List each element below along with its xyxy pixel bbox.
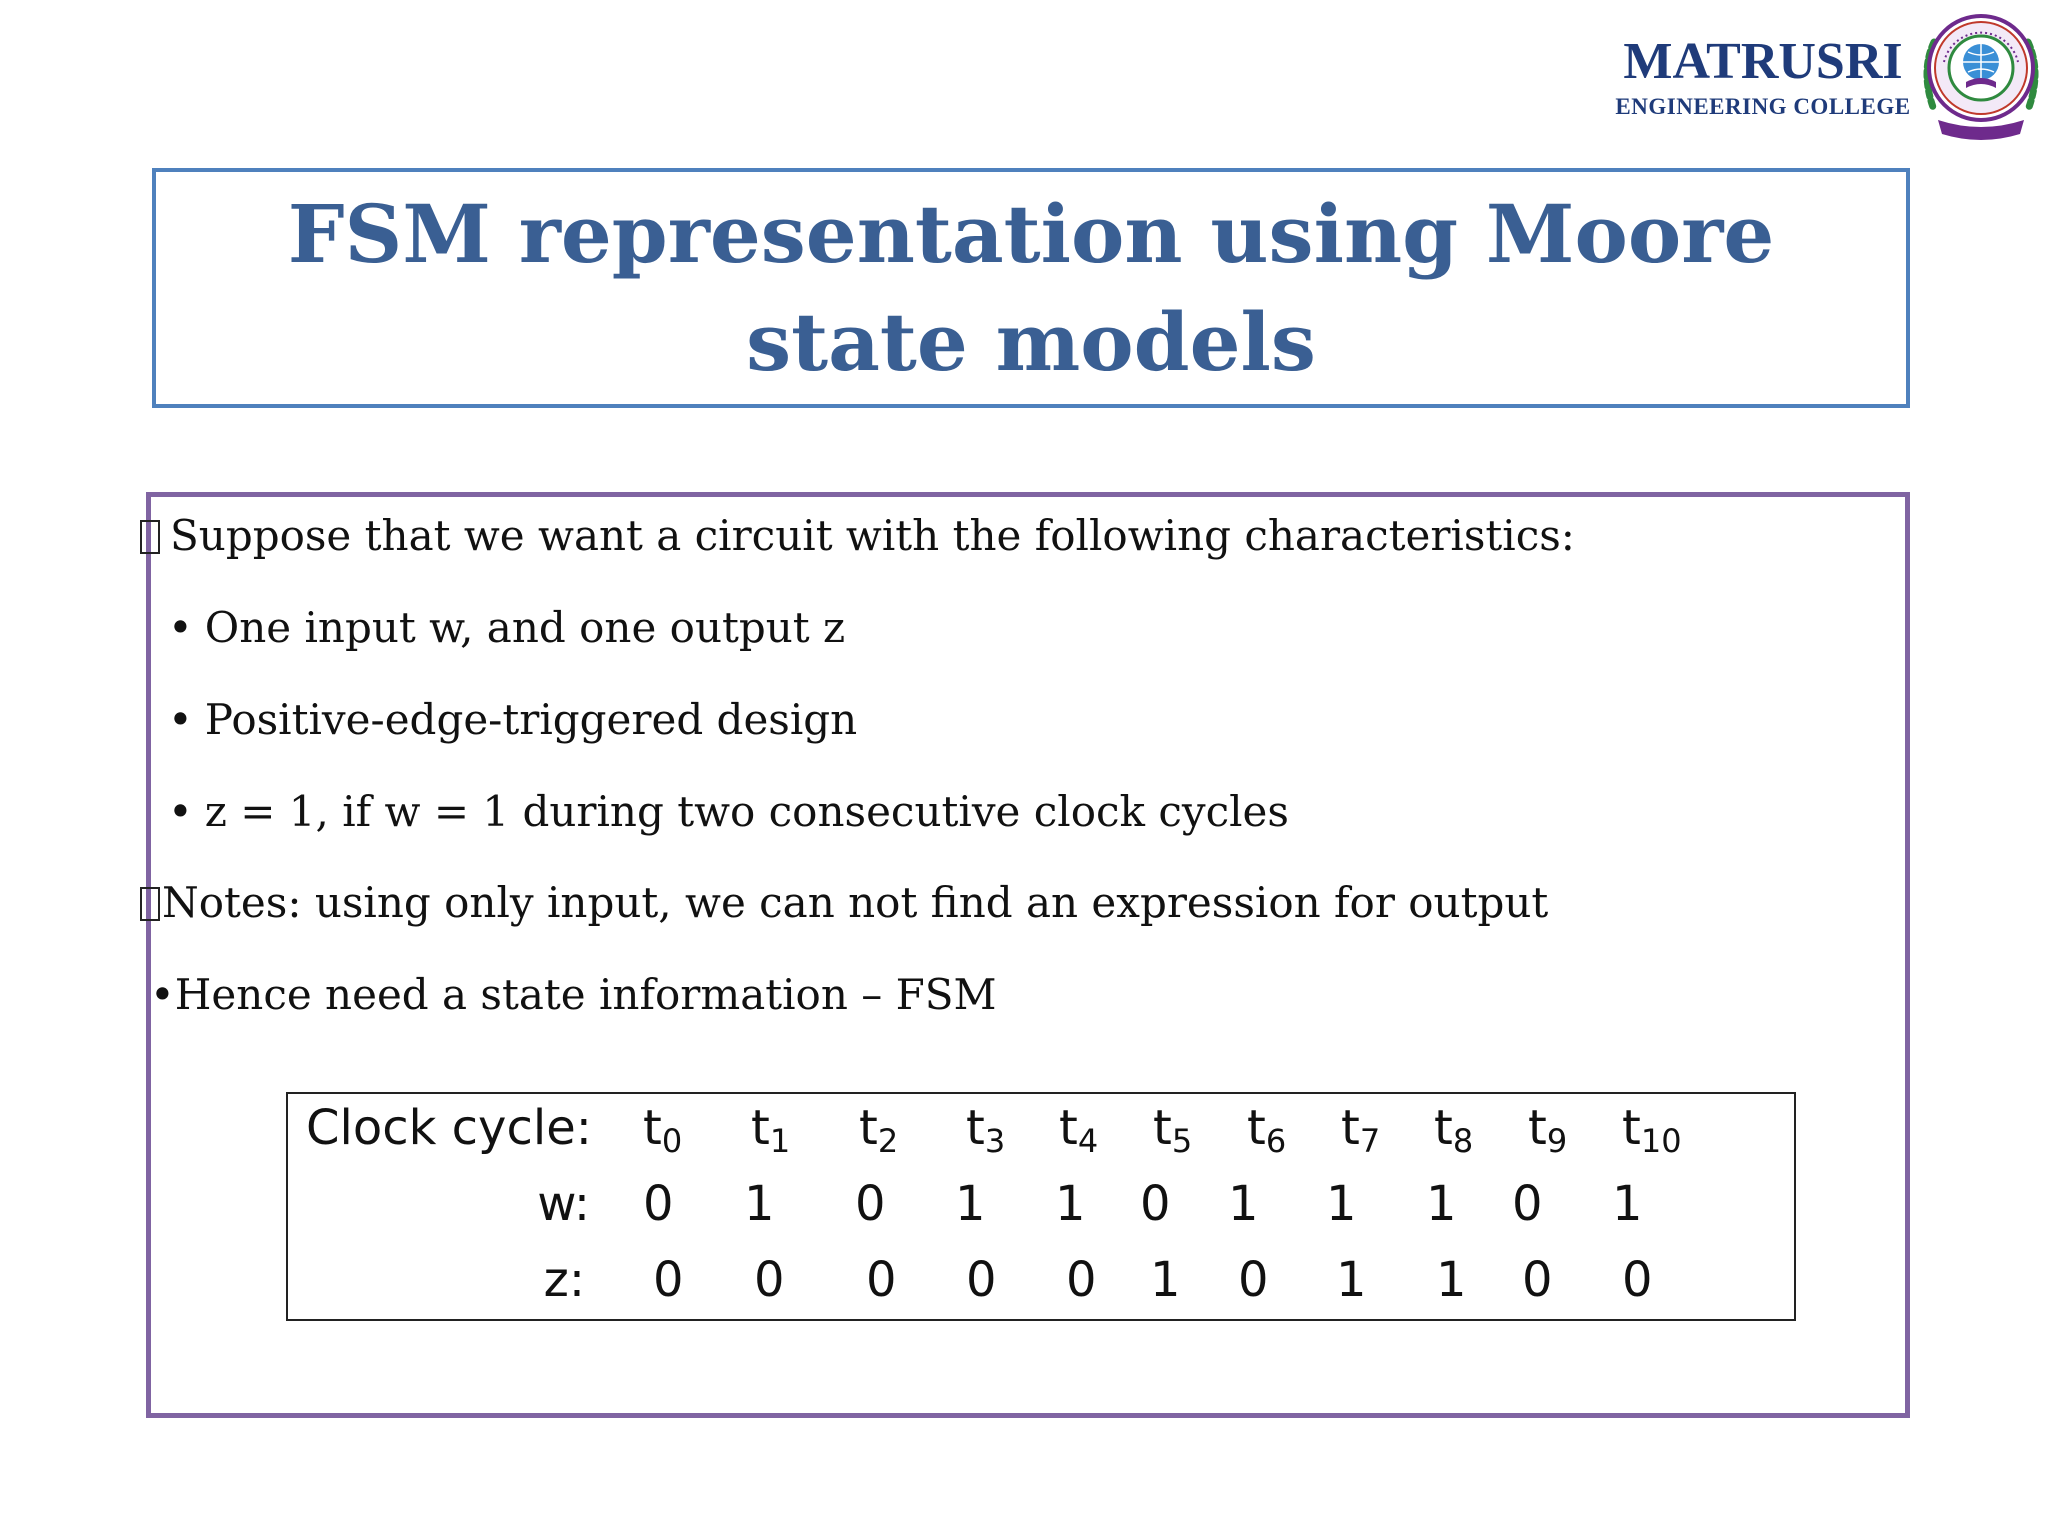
- z-value: 0: [1622, 1252, 1653, 1308]
- z-value: 0: [1238, 1252, 1269, 1308]
- w-label: w:: [537, 1176, 590, 1232]
- z-value: 0: [966, 1252, 997, 1308]
- z-value: 0: [1522, 1252, 1553, 1308]
- title-box: [152, 168, 1910, 408]
- w-value: 0: [1512, 1176, 1543, 1232]
- box-icon: [140, 520, 160, 554]
- w-value: 0: [855, 1176, 886, 1232]
- line-text: Suppose that we want a circuit with the following characteristics:: [170, 511, 1575, 560]
- cycle-header: [966, 1100, 1005, 1161]
- z-label: z:: [543, 1252, 585, 1308]
- logo-name: MATRUSRI: [1623, 33, 1903, 90]
- content-line: [140, 510, 1575, 562]
- z-value: 0: [1066, 1252, 1097, 1308]
- w-value: 0: [1140, 1176, 1171, 1232]
- cycle-header: [1528, 1100, 1567, 1161]
- cycle-t: t: [1247, 1100, 1266, 1156]
- line-text: z = 1, if w = 1 during two consecutive clock cycles: [204, 787, 1289, 836]
- z-value: 1: [1436, 1252, 1467, 1308]
- cycle-t: t: [1153, 1100, 1172, 1156]
- bullet: •: [168, 603, 193, 652]
- line-text: Positive-edge-triggered design: [204, 695, 858, 744]
- college-logo: [1610, 0, 2048, 150]
- z-value: 0: [653, 1252, 684, 1308]
- cycle-header: [751, 1100, 790, 1161]
- w-value: 1: [1326, 1176, 1357, 1232]
- bullet: •: [168, 787, 193, 836]
- cycle-t: t: [1059, 1100, 1078, 1156]
- cycle-subscript: 10: [1640, 1122, 1682, 1160]
- w-value: 1: [1228, 1176, 1259, 1232]
- cycle-subscript: 1: [769, 1122, 791, 1160]
- content-line: [150, 969, 997, 1021]
- box-icon: [140, 887, 160, 921]
- z-value: 0: [754, 1252, 785, 1308]
- content-line: [140, 877, 1548, 929]
- bullet: •: [150, 970, 175, 1019]
- w-value: 1: [1426, 1176, 1457, 1232]
- logo-subtitle: ENGINEERING COLLEGE: [1615, 94, 1911, 119]
- line-text: Notes: using only input, we can not find an expression for output: [162, 878, 1549, 927]
- cycle-t: t: [1434, 1100, 1453, 1156]
- cycle-header: [643, 1100, 682, 1161]
- cycle-header: [1434, 1100, 1473, 1161]
- content-line: [168, 786, 1289, 838]
- w-value: 1: [1055, 1176, 1086, 1232]
- slide-title: FSM representation using Moore state models: [287, 187, 1775, 389]
- cycle-header: [1247, 1100, 1286, 1161]
- cycle-t: t: [966, 1100, 985, 1156]
- content-line: [168, 602, 845, 654]
- cycle-subscript: 3: [984, 1122, 1006, 1160]
- cycle-subscript: 7: [1359, 1122, 1381, 1160]
- cycle-t: t: [1528, 1100, 1547, 1156]
- cycle-subscript: 0: [661, 1122, 683, 1160]
- college-seal-icon: [1916, 2, 2046, 142]
- cycle-header: [859, 1100, 898, 1161]
- cycle-header: [1059, 1100, 1098, 1161]
- cycle-subscript: 5: [1171, 1122, 1193, 1160]
- cycle-t: t: [1341, 1100, 1360, 1156]
- logo-text: [1610, 32, 1916, 122]
- cycle-header: [1341, 1100, 1380, 1161]
- z-value: 1: [1150, 1252, 1181, 1308]
- cycle-subscript: 2: [877, 1122, 899, 1160]
- cycle-t: t: [1622, 1100, 1641, 1156]
- z-value: 1: [1336, 1252, 1367, 1308]
- cycle-header: [1622, 1100, 1682, 1161]
- clock-cycle-label: Clock cycle:: [306, 1100, 592, 1156]
- line-text: Hence need a state information – FSM: [174, 970, 997, 1019]
- w-value: 1: [744, 1176, 775, 1232]
- bullet: •: [168, 695, 193, 744]
- cycle-t: t: [859, 1100, 878, 1156]
- w-value: 1: [955, 1176, 986, 1232]
- cycle-t: t: [643, 1100, 662, 1156]
- cycle-header: [1153, 1100, 1192, 1161]
- cycle-t: t: [751, 1100, 770, 1156]
- cycle-subscript: 6: [1265, 1122, 1287, 1160]
- cycle-subscript: 8: [1452, 1122, 1474, 1160]
- line-text: One input w, and one output z: [204, 603, 846, 652]
- w-value: 0: [643, 1176, 674, 1232]
- cycle-subscript: 9: [1546, 1122, 1568, 1160]
- z-value: 0: [866, 1252, 897, 1308]
- w-value: 1: [1612, 1176, 1643, 1232]
- cycle-subscript: 4: [1077, 1122, 1099, 1160]
- content-line: [168, 694, 857, 746]
